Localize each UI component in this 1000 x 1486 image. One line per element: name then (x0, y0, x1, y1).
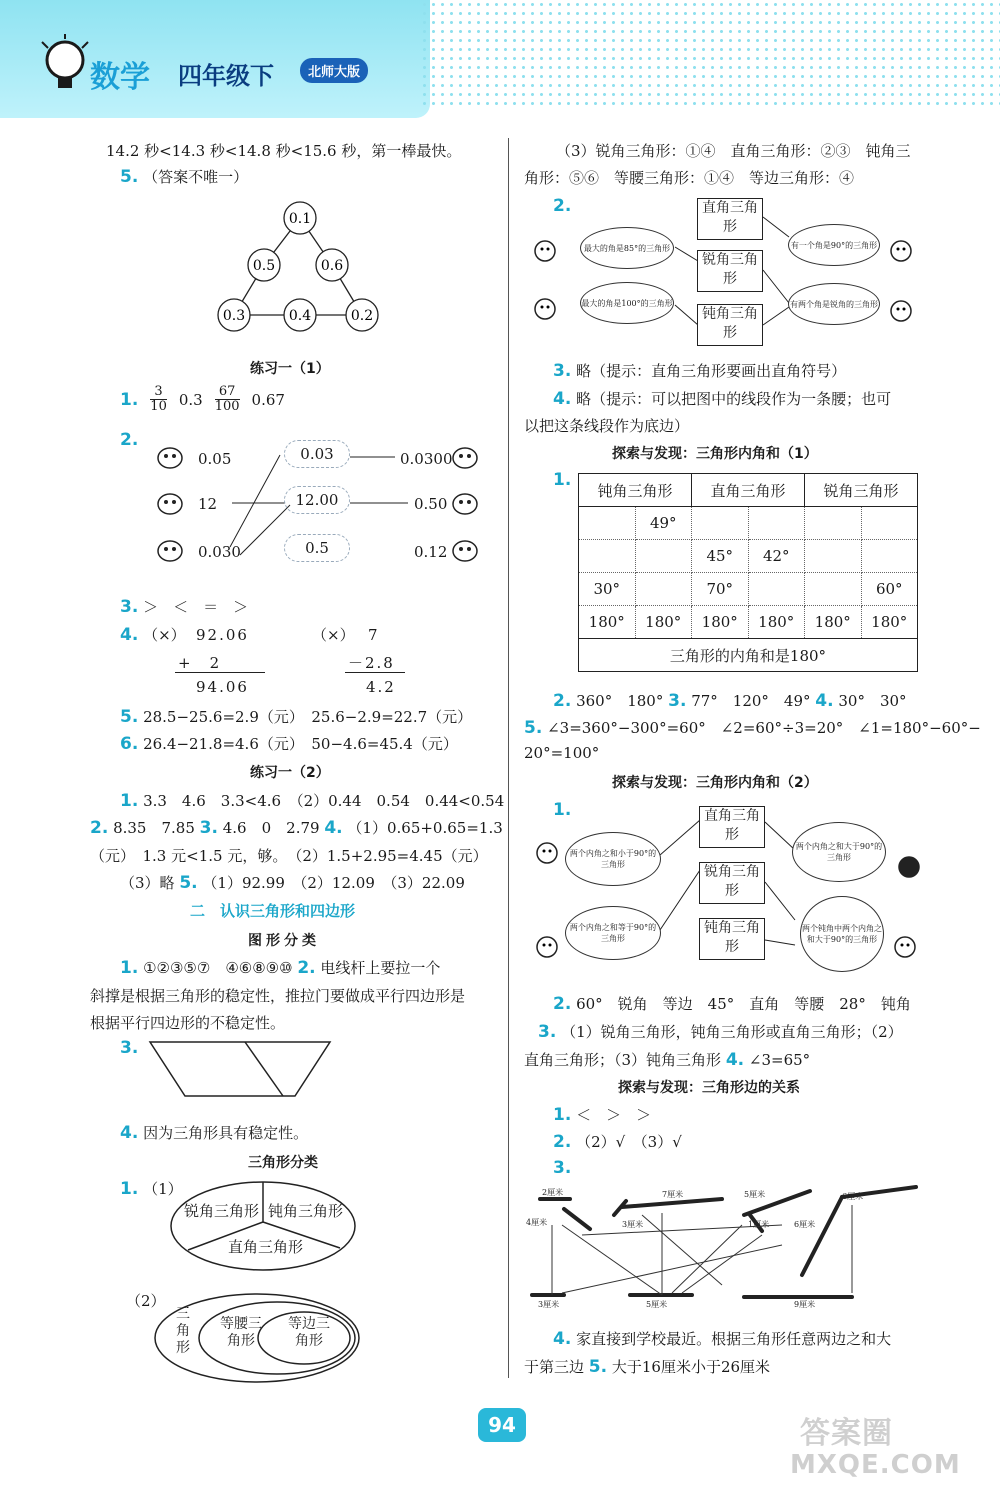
calc-line: 92.06 (196, 626, 249, 644)
stick-label: 6厘米 (842, 1192, 864, 1201)
q-number: 2. (90, 818, 109, 838)
edition-badge: 北师大版 (300, 58, 368, 83)
triangle-type-box: 直角三角形 (699, 806, 765, 848)
f2c-line (120, 872, 465, 893)
bee-icon (450, 535, 480, 565)
e1-line (120, 385, 285, 414)
q-number: 2. (120, 430, 139, 450)
text-line: （3）锐角三角形：①④ 直角三角形：②③ 钝角三 (556, 142, 911, 160)
c2-line (553, 1131, 682, 1152)
mark: （×） (312, 626, 355, 644)
table-cell (635, 573, 692, 606)
e4-line (120, 624, 186, 645)
ellipse-label: 直角三角形 (228, 1238, 304, 1256)
animal-icon (532, 838, 562, 868)
match-middle-value: 12.00 (284, 486, 350, 514)
q-text: 电线杆上要拉一个 (320, 959, 441, 977)
animal-icon (894, 852, 924, 882)
e6-line (120, 733, 458, 754)
q-number: 1. (553, 470, 572, 490)
calc-rule (345, 672, 405, 673)
q-number: 3. (668, 691, 687, 711)
triangle-class-ellipse (168, 1178, 358, 1274)
q-number: 1. (120, 1179, 139, 1199)
q-text: 于第三边 (524, 1358, 585, 1376)
angle-sum-table (578, 473, 918, 672)
table-cell: 180° (579, 606, 636, 639)
numerator: 3 (150, 385, 167, 400)
q-number: 3. (120, 1038, 139, 1058)
text-line: 角形：⑤⑥ 等腰三角形：①④ 等边三角形：④ (524, 169, 855, 187)
grade-title: 四年级下 (178, 62, 274, 90)
text-line: 斜撑是根据三角形的稳定性，推拉门要做成平行四边形是 (90, 987, 466, 1005)
q-number: 2. (553, 196, 572, 216)
ellipse-label: 等边三角形 (288, 1316, 330, 1349)
node-label: 0.2 (350, 308, 374, 324)
table-header: 直角三角形 (692, 474, 805, 507)
q-number: 2. (553, 994, 572, 1014)
q-text: 直角三角形；（3）钝角三角形 (524, 1051, 722, 1069)
g4-line (120, 1122, 308, 1143)
q-number: 6. (120, 734, 139, 754)
stick-label: 4厘米 (526, 1218, 548, 1227)
r4-line (553, 388, 891, 409)
text-line: 20°=100° (524, 744, 600, 762)
animal-icon (890, 932, 920, 962)
table-cell (748, 507, 805, 540)
bee-icon (155, 535, 185, 565)
q-number: 1. (553, 800, 572, 820)
q-text: ∠3=360°−300°=60° ∠2=60°÷3=20° ∠1=180°−60°− (547, 719, 981, 737)
table-cell: 180° (692, 606, 749, 639)
t2-sub: （2） (126, 1292, 166, 1310)
table-cell: 42° (748, 540, 805, 573)
bee-icon (450, 488, 480, 518)
table-cell (805, 507, 862, 540)
calc-line: 4.2 (366, 678, 396, 696)
triangle-type-box: 锐角三角形 (697, 250, 763, 292)
q-number: 2. (297, 958, 316, 978)
q-number: 5. (120, 707, 139, 727)
c4-line (553, 1328, 891, 1349)
q-text: 360° 180° (576, 692, 664, 710)
q-number: 1. (120, 958, 139, 978)
q-text: （1） (143, 1180, 183, 1198)
q-number: 1. (553, 1105, 572, 1125)
match-middle-value: 0.03 (284, 440, 350, 468)
f2-line (90, 817, 503, 838)
q-number: 3. (553, 361, 572, 381)
stick-label: 9厘米 (794, 1300, 816, 1309)
table-cell: 30° (579, 573, 636, 606)
q-text: ∠3=65° (748, 1051, 811, 1069)
condition-cloud: 最大的角是100°的三角形 (580, 282, 674, 324)
ellipse-label: 锐角三角形 (184, 1202, 260, 1220)
q-number: 2. (553, 1132, 572, 1152)
numerator: 67 (215, 385, 240, 400)
stick-label: 1厘米 (748, 1220, 770, 1229)
q-number: 3. (120, 597, 139, 617)
table-cell (805, 540, 862, 573)
animal-icon (886, 296, 916, 326)
section-title: 图形分类 (248, 933, 320, 949)
b2-line (553, 993, 911, 1014)
node-label: 0.3 (222, 308, 246, 324)
page-number: 94 (478, 1408, 526, 1442)
stick-label: 3厘米 (622, 1220, 644, 1229)
node-label: 0.4 (288, 308, 312, 324)
triangle-type-box: 直角三角形 (697, 198, 763, 240)
fraction (150, 385, 167, 414)
condition-cloud: 有两个角是锐角的三角形 (788, 283, 880, 325)
lightbulb-icon (38, 34, 92, 94)
q-text: ＞ ＜ ＝ ＞ (143, 598, 249, 616)
match-right-value: 0.0300 (400, 450, 453, 468)
table-cell (748, 573, 805, 606)
e3-line (120, 596, 248, 617)
bee-icon (450, 442, 480, 472)
table-cell: 180° (748, 606, 805, 639)
calc-line: 7 (368, 626, 378, 644)
calc-line: 94.06 (196, 678, 249, 696)
ellipse-label: 钝角三角形 (268, 1202, 344, 1220)
condition-cloud: 有一个角是90°的三角形 (788, 224, 880, 266)
match-right-value: 0.12 (414, 543, 448, 561)
q-text: 4.6 0 2.79 (222, 819, 320, 837)
f1-line (120, 790, 504, 811)
q-text: 3.3 4.6 3.3<4.6 （2）0.44 0.54 0.44<0.54 (143, 792, 505, 810)
triangle-type-box: 钝角三角形 (697, 304, 763, 346)
bee-icon (155, 488, 185, 518)
q-text: ＜ ＞ ＞ (576, 1106, 652, 1124)
value: 0.3 (178, 390, 203, 409)
condition-cloud: 两个内角之和等于90°的三角形 (565, 906, 661, 960)
a5-line (524, 717, 981, 738)
condition-cloud: 两个内角之和大于90°的三角形 (792, 822, 886, 882)
match-right-value: 0.50 (414, 495, 448, 513)
stick-label: 2厘米 (542, 1188, 564, 1197)
q-number: 3. (538, 1022, 557, 1042)
ellipse-label: 等腰三角形 (220, 1316, 262, 1349)
table-footer: 三角形的内角和是180° (579, 639, 918, 672)
stick-label: 5厘米 (744, 1190, 766, 1199)
table-cell (692, 507, 749, 540)
stick-label: 7厘米 (662, 1190, 684, 1199)
condition-cloud: 最大的角是85°的三角形 (580, 227, 674, 269)
q-text: （答案不唯一） (143, 168, 249, 186)
q-text: （3）略 (120, 874, 175, 892)
header-dot-pattern (420, 0, 1000, 110)
q5-line (120, 166, 248, 187)
section-title: 三角形分类 (248, 1155, 318, 1171)
table-cell (579, 540, 636, 573)
calc-rule (175, 672, 265, 673)
q-text: （1）0.65+0.65=1.3 (347, 819, 503, 837)
q-text: 家直接到学校最近。根据三角形任意两边之和大 (576, 1330, 892, 1348)
watermark-url: MXQE.COM (790, 1450, 961, 1480)
q-number: 5. (120, 167, 139, 187)
table-header: 锐角三角形 (805, 474, 918, 507)
value: 0.67 (251, 390, 285, 409)
q-text: 略（提示：直角三角形要画出直角符号） (576, 362, 847, 380)
b3b-line (524, 1049, 810, 1070)
g1-line (120, 957, 440, 978)
q-text: （2）√ （3）√ (576, 1133, 682, 1151)
table-cell (861, 540, 918, 573)
denominator: 10 (150, 399, 167, 414)
q-text: 8.35 7.85 (113, 819, 195, 837)
c4b-line (524, 1356, 770, 1377)
q-text: （1）锐角三角形，钝角三角形或直角三角形；（2） (561, 1023, 903, 1041)
table-cell: 180° (635, 606, 692, 639)
c1-line (553, 1104, 651, 1125)
q-number: 4. (553, 389, 572, 409)
denominator: 100 (214, 399, 240, 414)
q-number: 1. (120, 791, 139, 811)
table-cell: 180° (805, 606, 862, 639)
text-line: 以把这条线段作为底边） (524, 417, 690, 435)
animal-icon (530, 236, 560, 266)
table-cell: 49° (635, 507, 692, 540)
q-number: 4. (324, 818, 343, 838)
q-text: 26.4−21.8=4.6（元） 50−4.6=45.4（元） (143, 735, 458, 753)
bee-icon (155, 442, 185, 472)
table-header: 钝角三角形 (579, 474, 692, 507)
r3-line (553, 360, 846, 381)
table-cell (635, 540, 692, 573)
match-left-value: 12 (198, 495, 218, 513)
q-number: 5. (179, 873, 198, 893)
a2-line (553, 690, 907, 711)
stick-label: 3厘米 (538, 1300, 560, 1309)
q-number: 5. (524, 718, 543, 738)
table-cell: 60° (861, 573, 918, 606)
stick-label: 5厘米 (646, 1300, 668, 1309)
column-divider (508, 138, 509, 1378)
q-number: 4. (553, 1329, 572, 1349)
q-number: 2. (553, 691, 572, 711)
text-line: 根据平行四边形的不稳定性。 (90, 1014, 286, 1032)
q-number: 4. (120, 625, 139, 645)
animal-icon (532, 932, 562, 962)
section-title: 练习一（1） (250, 361, 330, 377)
subject-title: 数学 (90, 60, 150, 95)
text-line: （元） 1.3 元<1.5 元，够。 （2）1.5+2.95=4.45（元） (90, 847, 488, 865)
animal-icon (886, 236, 916, 266)
q-text: 因为三角形具有稳定性。 (143, 1124, 309, 1142)
q-number: 4. (815, 691, 834, 711)
match-left-value: 0.05 (198, 450, 232, 468)
calc-line: + 2 (178, 654, 222, 672)
watermark-logo: 答案圈 (800, 1416, 893, 1451)
q-text: 略（提示：可以把图中的线段作为一条腰；也可 (576, 390, 892, 408)
section-title: 探索与发现：三角形边的关系 (618, 1080, 800, 1096)
mark: （×） (143, 626, 186, 644)
q-number: 5. (588, 1357, 608, 1377)
q-text: （1）92.99 （2）12.09 （3）22.09 (202, 874, 465, 892)
node-label: 0.5 (252, 258, 276, 274)
match-middle-value: 0.5 (284, 534, 350, 562)
q-number: 1. (120, 389, 139, 410)
q-text: 77° 120° 49° (691, 692, 811, 710)
fraction (215, 385, 240, 414)
triangle-type-box: 锐角三角形 (699, 862, 765, 904)
trapezoid-figure (145, 1040, 335, 1100)
animal-icon (530, 294, 560, 324)
condition-cloud: 两个钝角中两个内角之和大于90°的三角形 (800, 896, 884, 972)
q-number: 3. (199, 818, 218, 838)
q-text: 28.5−25.6=2.9（元） 25.6−2.9=22.7（元） (143, 708, 473, 726)
table-cell: 180° (861, 606, 918, 639)
q-text: 60° 锐角 等边 45° 直角 等腰 28° 钝角 (576, 995, 911, 1013)
q-text: 30° 30° (838, 692, 907, 710)
q-text: ①②③⑤⑦ ④⑥⑧⑨⑩ (143, 959, 293, 977)
match-left-value: 0.030 (198, 543, 241, 561)
node-label: 0.1 (288, 211, 312, 227)
e5-line (120, 706, 472, 727)
q-number: 4. (725, 1050, 745, 1070)
triangle-type-box: 钝角三角形 (699, 918, 765, 960)
section-title: 练习一（2） (250, 765, 330, 781)
q-number: 3. (553, 1158, 572, 1178)
section-title: 探索与发现：三角形内角和（1） (612, 446, 818, 462)
condition-cloud: 两个内角之和小于90°的三角形 (565, 832, 661, 886)
table-cell (861, 507, 918, 540)
ellipse-label: 三角形 (176, 1306, 190, 1356)
table-cell: 70° (692, 573, 749, 606)
table-cell (579, 507, 636, 540)
b3-line (538, 1021, 903, 1042)
q-text: 大于16厘米小于26厘米 (611, 1358, 771, 1376)
stick-label: 6厘米 (794, 1220, 816, 1229)
calc-line: －2.8 (348, 654, 395, 672)
q-number: 4. (120, 1123, 139, 1143)
node-label: 0.6 (320, 258, 344, 274)
table-cell (805, 573, 862, 606)
table-cell: 45° (692, 540, 749, 573)
answer-line: 14.2 秒<14.3 秒<14.8 秒<15.6 秒，第一棒最快。 (106, 142, 462, 160)
triangle-number-diagram (205, 195, 390, 340)
unit-title: 二 认识三角形和四边形 (190, 902, 356, 920)
stick-matching-diagram (522, 1185, 922, 1315)
section-title: 探索与发现：三角形内角和（2） (612, 775, 818, 791)
